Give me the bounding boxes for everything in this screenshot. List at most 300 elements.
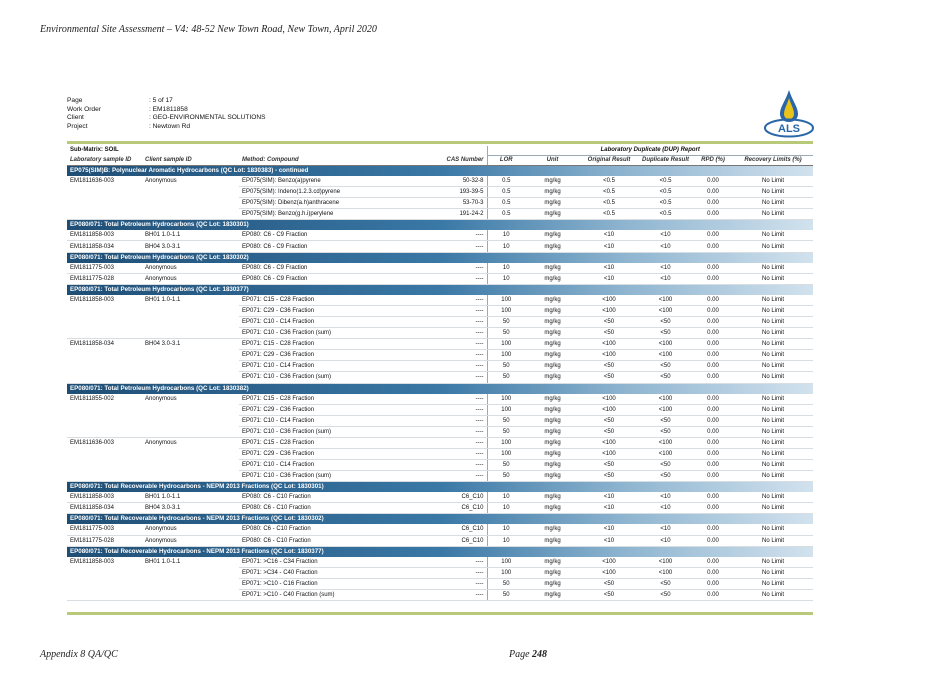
recovery-limit: No Limit [733,448,813,459]
cas-number: ---- [430,339,487,350]
cas-number: ---- [430,437,487,448]
client-sample-id: BH01 1.0-1.1 [142,230,239,241]
lab-sample-id: EM1811775-003 [67,263,142,274]
column-header: Original Result [580,156,638,166]
client-sample-id: BH04 3.0-3.1 [142,503,239,514]
client-sample-id: Anonymous [145,440,177,447]
recovery-limit: No Limit [733,404,813,415]
table-row [67,415,813,426]
unit: mg/kg [525,316,580,327]
compound: EP071: >C10 - C40 Fraction (sum) [239,589,430,600]
lab-sample-id: EM1811775-003 [67,524,142,535]
duplicate-result: <10 [638,273,693,284]
recovery-limit: No Limit [733,567,813,578]
rpd: 0.00 [693,448,733,459]
client-sample-id: BH04 3.0-3.1 [145,341,181,348]
top-rule [67,141,813,144]
table-row [67,361,813,372]
original-result: <10 [580,230,638,241]
unit: mg/kg [525,361,580,372]
client-sample-id [142,198,239,209]
rpd: 0.00 [693,567,733,578]
duplicate-result: <10 [638,230,693,241]
unit: mg/kg [525,524,580,535]
client-sample-id [142,415,239,426]
column-header: LOR [487,156,525,166]
recovery-limit: No Limit [733,426,813,437]
recovery-limit: No Limit [733,503,813,514]
client-sample-id: Anonymous [142,535,239,546]
section-title: EP080/071: Total Petroleum Hydrocarbons (QC Lot: 1830377) [67,284,813,295]
client-sample-id: BH04 3.0-3.1 [142,241,239,252]
compound: EP071: C29 - C36 Fraction [239,448,430,459]
original-result: <100 [580,557,638,568]
table-row [67,567,813,578]
original-result: <100 [580,437,638,448]
rpd: 0.00 [693,339,733,350]
table-row [67,350,813,361]
recovery-limit: No Limit [733,557,813,568]
original-result: <100 [580,448,638,459]
table-row [67,339,813,350]
duplicate-result: <100 [638,557,693,568]
column-header: Duplicate Result [638,156,693,166]
rpd: 0.00 [693,295,733,306]
compound: EP075(SIM): Benzo(a)pyrene [239,176,430,187]
table-row [67,448,813,459]
table-row [67,241,813,252]
rpd: 0.00 [693,361,733,372]
rpd: 0.00 [693,328,733,339]
duplicate-result: <50 [638,328,693,339]
lor: 50 [487,589,525,600]
lab-sample-id: EM1811775-028 [67,273,142,284]
recovery-limit: No Limit [733,350,813,361]
lor: 100 [487,437,525,448]
lor: 100 [487,567,525,578]
unit: mg/kg [525,273,580,284]
cas-number: ---- [430,241,487,252]
meta-value: : 5 of 17 [149,97,173,104]
duplicate-result: <100 [638,394,693,405]
section-header-row [67,220,813,231]
duplicate-result: <50 [638,426,693,437]
original-result: <0.5 [580,209,638,220]
duplicate-result: <10 [638,492,693,503]
column-header-row [67,156,813,166]
cas-number: C6_C10 [430,524,487,535]
client-sample-id: BH01 1.0-1.1 [145,297,181,304]
duplicate-result: <50 [638,361,693,372]
compound: EP071: C15 - C28 Fraction [239,394,430,405]
recovery-limit: No Limit [733,187,813,198]
duplicate-result: <50 [638,460,693,471]
compound: EP071: C10 - C14 Fraction [239,415,430,426]
unit: mg/kg [525,328,580,339]
original-result: <10 [580,273,638,284]
column-header: Method: Compound [239,156,430,166]
client-sample-id: Anonymous [145,395,177,402]
dup-report-title: Laboratory Duplicate (DUP) Report [487,146,813,156]
client-sample-id [142,589,239,600]
rpd: 0.00 [693,437,733,448]
table-row [67,305,813,316]
compound: EP071: C10 - C36 Fraction (sum) [239,328,430,339]
column-header: Client sample ID [142,156,239,166]
unit: mg/kg [525,437,580,448]
lor: 0.5 [487,209,525,220]
duplicate-result: <10 [638,263,693,274]
original-result: <0.5 [580,176,638,187]
duplicate-result: <100 [638,448,693,459]
rpd: 0.00 [693,535,733,546]
duplicate-result: <100 [638,404,693,415]
lab-sample-id [67,372,142,383]
meta-row [67,123,266,132]
client-sample-id [142,361,239,372]
section-header-row [67,284,813,295]
recovery-limit: No Limit [733,328,813,339]
lab-sample-id [67,198,142,209]
lor: 10 [487,263,525,274]
unit: mg/kg [525,426,580,437]
lab-sample-id [67,415,142,426]
section-title: EP080/071: Total Petroleum Hydrocarbons (QC Lot: 1830302) [67,252,813,263]
recovery-limit: No Limit [733,198,813,209]
cas-number: 53-70-3 [430,198,487,209]
duplicate-result: <50 [638,589,693,600]
table-row [67,437,813,448]
table-row [67,535,813,546]
cas-number: ---- [430,394,487,405]
cas-number: ---- [430,448,487,459]
unit: mg/kg [525,503,580,514]
original-result: <50 [580,372,638,383]
lor: 0.5 [487,198,525,209]
rpd: 0.00 [693,578,733,589]
unit: mg/kg [525,589,580,600]
cas-number: ---- [430,426,487,437]
meta-row [67,106,266,115]
lor: 10 [487,492,525,503]
original-result: <10 [580,492,638,503]
rpd: 0.00 [693,230,733,241]
duplicate-result: <100 [638,339,693,350]
duplicate-result: <50 [638,578,693,589]
lab-sample-id: EM1811858-003 [67,230,142,241]
rpd: 0.00 [693,524,733,535]
lab-sample-id: EM1811636-003 [70,178,114,185]
unit: mg/kg [525,460,580,471]
client-sample-id [142,350,239,361]
recovery-limit: No Limit [733,524,813,535]
compound: EP071: C15 - C28 Fraction [239,339,430,350]
lab-sample-id: EM1811858-003 [70,558,114,565]
rpd: 0.00 [693,426,733,437]
lor: 100 [487,339,525,350]
section-title: EP080/071: Total Recoverable Hydrocarbons - NEPM 2013 Fractions (QC Lot: 1830301) [67,482,813,493]
document-footer-page [509,649,547,660]
lor: 10 [487,535,525,546]
compound: EP071: C15 - C28 Fraction [239,295,430,306]
als-logo [763,88,815,138]
lor: 100 [487,394,525,405]
rpd: 0.00 [693,557,733,568]
recovery-limit: No Limit [733,305,813,316]
original-result: <0.5 [580,187,638,198]
original-result: <10 [580,241,638,252]
client-sample-id [142,305,239,316]
recovery-limit: No Limit [733,460,813,471]
lab-sample-id [67,350,142,361]
original-result: <50 [580,578,638,589]
cas-number: ---- [430,316,487,327]
sub-matrix-label: Sub-Matrix: [70,147,103,154]
client-sample-id [142,471,239,482]
recovery-limit: No Limit [733,241,813,252]
section-header-row [67,383,813,394]
recovery-limit: No Limit [733,415,813,426]
duplicate-result: <10 [638,503,693,514]
recovery-limit: No Limit [733,316,813,327]
lor: 50 [487,328,525,339]
recovery-limit: No Limit [733,535,813,546]
lab-sample-id [67,471,142,482]
cas-number: ---- [430,350,487,361]
rpd: 0.00 [693,460,733,471]
compound: EP071: C10 - C14 Fraction [239,460,430,471]
compound: EP071: C10 - C14 Fraction [239,361,430,372]
original-result: <50 [580,415,638,426]
duplicate-report-table [67,146,813,601]
compound: EP071: C10 - C36 Fraction (sum) [239,471,430,482]
client-sample-id [142,316,239,327]
section-title: EP080/071: Total Petroleum Hydrocarbons (QC Lot: 1830301) [67,220,813,231]
lor: 100 [487,557,525,568]
lor: 100 [487,448,525,459]
lor: 50 [487,426,525,437]
page-number: 248 [532,649,548,660]
rpd: 0.00 [693,241,733,252]
table-row [67,524,813,535]
unit: mg/kg [525,404,580,415]
duplicate-result: <0.5 [638,198,693,209]
client-sample-id [142,578,239,589]
rpd: 0.00 [693,176,733,187]
client-sample-id: Anonymous [142,263,239,274]
recovery-limit: No Limit [733,273,813,284]
table-row [67,263,813,274]
duplicate-result: <100 [638,437,693,448]
rpd: 0.00 [693,305,733,316]
lab-sample-id: EM1811858-003 [70,297,114,304]
table-row [67,471,813,482]
original-result: <10 [580,524,638,535]
original-result: <10 [580,503,638,514]
meta-value: : GEO-ENVIRONMENTAL SOLUTIONS [149,114,266,121]
rpd: 0.00 [693,492,733,503]
table-row [67,230,813,241]
table-row [67,394,813,405]
lab-sample-id: EM1811775-028 [67,535,142,546]
table-row [67,328,813,339]
recovery-limit: No Limit [733,361,813,372]
original-result: <0.5 [580,198,638,209]
rpd: 0.00 [693,187,733,198]
rpd: 0.00 [693,273,733,284]
original-result: <50 [580,316,638,327]
duplicate-result: <50 [638,415,693,426]
meta-row [67,97,266,106]
cas-number: 191-24-2 [430,209,487,220]
lab-sample-id [67,316,142,327]
original-result: <100 [580,567,638,578]
recovery-limit: No Limit [733,471,813,482]
client-sample-id: Anonymous [145,178,177,185]
lab-sample-id [67,305,142,316]
table-row [67,316,813,327]
cas-number: ---- [430,557,487,568]
client-sample-id: Anonymous [142,273,239,284]
lab-sample-id: EM1811855-002 [70,395,114,402]
unit: mg/kg [525,567,580,578]
lor: 100 [487,404,525,415]
lab-sample-id [67,187,142,198]
rpd: 0.00 [693,198,733,209]
compound: EP080: C6 - C9 Fraction [239,263,430,274]
meta-label: Client [67,114,84,121]
client-sample-id: Anonymous [142,524,239,535]
document-footer-left: Appendix 8 QA/QC [40,649,118,660]
client-sample-id [142,426,239,437]
unit: mg/kg [525,305,580,316]
lab-sample-id: EM1811636-003 [70,440,114,447]
recovery-limit: No Limit [733,492,813,503]
table-row [67,492,813,503]
lab-sample-id [67,578,142,589]
rpd: 0.00 [693,316,733,327]
logo-text: ALS [778,123,800,135]
duplicate-result: <100 [638,567,693,578]
meta-value: : EM1811858 [149,105,188,113]
recovery-limit: No Limit [733,209,813,220]
meta-value: : Newtown Rd [149,122,191,130]
original-result: <50 [580,361,638,372]
recovery-limit: No Limit [733,578,813,589]
unit: mg/kg [525,350,580,361]
original-result: <100 [580,305,638,316]
table-row [67,460,813,471]
lor: 10 [487,230,525,241]
lor: 50 [487,361,525,372]
lab-sample-id [67,404,142,415]
table-row [67,503,813,514]
lor: 50 [487,471,525,482]
table-row [67,372,813,383]
document-header: Environmental Site Assessment – V4: 48-52 New Town Road, New Town, April 2020 [40,24,377,35]
unit: mg/kg [525,492,580,503]
compound: EP071: C29 - C36 Fraction [239,350,430,361]
cas-number: ---- [430,230,487,241]
client-sample-id [142,460,239,471]
table-row [67,589,813,600]
lab-sample-id [67,589,142,600]
table-row [67,578,813,589]
recovery-limit: No Limit [733,176,813,187]
lab-sample-id [67,426,142,437]
compound: EP071: C29 - C36 Fraction [239,404,430,415]
column-header: CAS Number [430,156,487,166]
compound: EP075(SIM): Indeno(1.2.3.cd)pyrene [239,187,430,198]
section-title: EP080/071: Total Petroleum Hydrocarbons (QC Lot: 1830382) [67,383,813,394]
table-row [67,426,813,437]
duplicate-result: <0.5 [638,176,693,187]
compound: EP080: C6 - C10 Fraction [239,492,430,503]
rpd: 0.00 [693,372,733,383]
section-title: EP080/071: Total Recoverable Hydrocarbons - NEPM 2013 Fractions (QC Lot: 1830302) [67,514,813,525]
lor: 100 [487,295,525,306]
recovery-limit: No Limit [733,437,813,448]
column-header: RPD (%) [693,156,733,166]
rpd: 0.00 [693,350,733,361]
cas-number: ---- [430,471,487,482]
compound: EP080: C6 - C10 Fraction [239,524,430,535]
original-result: <50 [580,328,638,339]
original-result: <50 [580,426,638,437]
recovery-limit: No Limit [733,230,813,241]
compound: EP080: C6 - C9 Fraction [239,241,430,252]
lab-sample-id: EM1811858-034 [67,241,142,252]
compound: EP080: C6 - C10 Fraction [239,503,430,514]
lab-sample-id [67,328,142,339]
unit: mg/kg [525,448,580,459]
duplicate-result: <10 [638,535,693,546]
recovery-limit: No Limit [733,263,813,274]
cas-number: C6_C10 [430,492,487,503]
original-result: <50 [580,471,638,482]
original-result: <100 [580,339,638,350]
lab-sample-id [67,460,142,471]
unit: mg/kg [525,198,580,209]
meta-row [67,114,266,123]
client-sample-id: BH01 1.0-1.1 [142,492,239,503]
lab-sample-id [67,209,142,220]
table-row [67,187,813,198]
lor: 100 [487,305,525,316]
cas-number: ---- [430,328,487,339]
unit: mg/kg [525,394,580,405]
section-header-row [67,482,813,493]
lab-sample-id [67,361,142,372]
unit: mg/kg [525,471,580,482]
unit: mg/kg [525,535,580,546]
cas-number: ---- [430,372,487,383]
column-header: Unit [525,156,580,166]
lor: 0.5 [487,176,525,187]
client-sample-id [142,372,239,383]
compound: EP075(SIM): Benzo(g.h.i)perylene [239,209,430,220]
cas-number: ---- [430,404,487,415]
table-row [67,209,813,220]
cas-number: ---- [430,567,487,578]
compound: EP071: C10 - C36 Fraction (sum) [239,426,430,437]
rpd: 0.00 [693,589,733,600]
original-result: <10 [580,263,638,274]
unit: mg/kg [525,241,580,252]
section-title: EP080/071: Total Recoverable Hydrocarbons - NEPM 2013 Fractions (QC Lot: 1830377) [67,546,813,557]
duplicate-result: <0.5 [638,187,693,198]
section-title: EP075(SIM)B: Polynuclear Aromatic Hydrocarbons (QC Lot: 1830383) - continued [67,166,813,177]
